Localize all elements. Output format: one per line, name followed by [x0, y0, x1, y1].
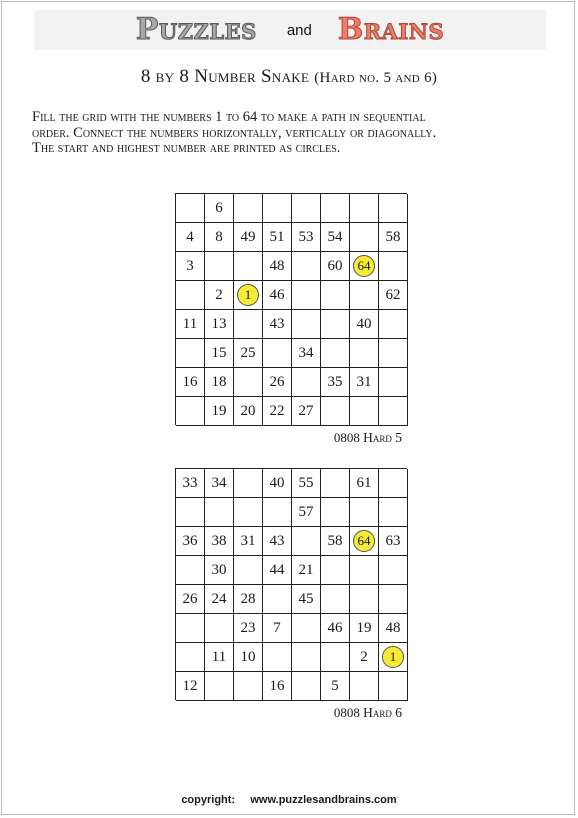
copyright-label: copyright: — [181, 794, 236, 806]
grid-cell[interactable]: 5 — [321, 672, 350, 701]
puzzle-code: 0808 — [333, 705, 360, 720]
grid-cell[interactable] — [379, 672, 408, 701]
grid-cell[interactable]: 18 — [205, 368, 234, 397]
grid-cell[interactable]: 2 — [205, 281, 234, 310]
puzzle-label-hard-6 — [290, 705, 402, 721]
instruction-line: order. Connect the numbers horizontally, vertically or diagonally. — [32, 124, 437, 141]
grid-cell[interactable] — [379, 368, 408, 397]
grid-cell[interactable] — [234, 252, 263, 281]
grid-cell[interactable]: 19 — [205, 397, 234, 426]
grid-cell[interactable] — [234, 310, 263, 339]
puzzle-code: 0808 — [333, 430, 360, 445]
grid-cell[interactable]: 62 — [379, 281, 408, 310]
logo-word-puzzles: Puzzles — [135, 12, 257, 47]
grid-cell[interactable]: 58 — [379, 223, 408, 252]
grid-cell[interactable] — [379, 498, 408, 527]
grid-cell[interactable] — [321, 281, 350, 310]
grid-cell[interactable] — [379, 397, 408, 426]
grid-cell[interactable]: 23 — [234, 614, 263, 643]
grid-cell[interactable]: 57 — [292, 498, 321, 527]
logo-word-brains: Brains — [337, 12, 445, 47]
grid-cell[interactable] — [321, 469, 350, 498]
grid-cell[interactable] — [263, 339, 292, 368]
grid-cell[interactable]: 26 — [263, 368, 292, 397]
grid-cell[interactable] — [205, 252, 234, 281]
grid-cell[interactable]: 34 — [205, 469, 234, 498]
grid-cell[interactable]: 4 — [176, 223, 205, 252]
grid-cell[interactable] — [292, 672, 321, 701]
grid-cell[interactable] — [350, 194, 379, 223]
grid-cell[interactable] — [234, 281, 263, 310]
grid-cell[interactable] — [234, 469, 263, 498]
grid-cell[interactable] — [379, 469, 408, 498]
grid-cell[interactable]: 8 — [205, 223, 234, 252]
grid-cell[interactable] — [205, 498, 234, 527]
site-logo-banner[interactable] — [34, 10, 546, 50]
grid-cell[interactable] — [292, 527, 321, 556]
grid-cell[interactable] — [263, 498, 292, 527]
grid-cell[interactable]: 48 — [263, 252, 292, 281]
grid-cell[interactable]: 6 — [205, 194, 234, 223]
grid-cell[interactable] — [321, 310, 350, 339]
logo-word-and: and — [286, 21, 312, 39]
grid-cell[interactable]: 21 — [292, 556, 321, 585]
grid-cell[interactable] — [176, 339, 205, 368]
grid-cell[interactable] — [263, 643, 292, 672]
grid-cell[interactable] — [350, 556, 379, 585]
grid-cell[interactable]: 2 — [350, 643, 379, 672]
grid-cell[interactable] — [176, 556, 205, 585]
grid-cell[interactable]: 12 — [176, 672, 205, 701]
puzzle-label-hard-5 — [290, 430, 402, 446]
grid-cell[interactable]: 61 — [350, 469, 379, 498]
grid-cell[interactable]: 7 — [263, 614, 292, 643]
page-title-main: 8 by 8 Number Snake — [140, 66, 310, 87]
grid-cell[interactable]: 30 — [205, 556, 234, 585]
grid-cell[interactable] — [379, 194, 408, 223]
grid-cell[interactable] — [321, 339, 350, 368]
grid-cell[interactable]: 45 — [292, 585, 321, 614]
grid-cell[interactable] — [292, 614, 321, 643]
grid-cell[interactable]: 19 — [350, 614, 379, 643]
grid-cell[interactable] — [321, 194, 350, 223]
grid-cell[interactable]: 55 — [292, 469, 321, 498]
grid-cell[interactable]: 46 — [263, 281, 292, 310]
instruction-line: The start and highest number are printed as circles. — [32, 140, 341, 156]
circled-number: 64 — [353, 255, 375, 277]
grid-cell[interactable] — [379, 339, 408, 368]
grid-cell[interactable]: 16 — [263, 672, 292, 701]
grid-cell[interactable]: 15 — [205, 339, 234, 368]
grid-cell[interactable] — [292, 194, 321, 223]
grid-cell[interactable]: 36 — [176, 527, 205, 556]
grid-cell[interactable]: 63 — [379, 527, 408, 556]
grid-cell[interactable] — [321, 643, 350, 672]
grid-cell[interactable] — [321, 585, 350, 614]
grid-cell[interactable] — [321, 397, 350, 426]
grid-cell[interactable]: 11 — [176, 310, 205, 339]
grid-cell[interactable] — [350, 585, 379, 614]
instruction-line: Fill the grid with the numbers 1 to 64 to make a path in sequential — [32, 109, 426, 125]
grid-cell[interactable] — [176, 498, 205, 527]
grid-cell[interactable]: 38 — [205, 527, 234, 556]
grid-cell[interactable] — [176, 643, 205, 672]
grid-cell[interactable]: 27 — [292, 397, 321, 426]
grid-cell[interactable]: 51 — [263, 223, 292, 252]
grid-cell[interactable]: 43 — [263, 527, 292, 556]
grid-cell[interactable] — [234, 498, 263, 527]
grid-cell[interactable]: 53 — [292, 223, 321, 252]
grid-cell[interactable] — [176, 397, 205, 426]
grid-cell[interactable] — [379, 643, 408, 672]
grid-cell[interactable]: 58 — [321, 527, 350, 556]
grid-cell[interactable]: 26 — [176, 585, 205, 614]
grid-cell[interactable]: 10 — [234, 643, 263, 672]
grid-cell[interactable] — [205, 614, 234, 643]
grid-cell[interactable] — [234, 556, 263, 585]
website-link[interactable]: www.puzzlesandbrains.com — [250, 794, 397, 806]
grid-cell[interactable]: 43 — [263, 310, 292, 339]
grid-cell[interactable] — [350, 281, 379, 310]
grid-cell[interactable] — [176, 281, 205, 310]
grid-cell[interactable] — [234, 368, 263, 397]
grid-cell[interactable]: 49 — [234, 223, 263, 252]
grid-cell[interactable]: 20 — [234, 397, 263, 426]
page-title-sub: (Hard no. 5 and 6) — [314, 70, 438, 86]
grid-cell[interactable]: 31 — [234, 527, 263, 556]
grid-cell[interactable]: 54 — [321, 223, 350, 252]
grid-cell[interactable]: 60 — [321, 252, 350, 281]
grid-cell[interactable]: 31 — [350, 368, 379, 397]
grid-cell[interactable]: 40 — [350, 310, 379, 339]
grid-cell[interactable]: 44 — [263, 556, 292, 585]
grid-cell[interactable]: 25 — [234, 339, 263, 368]
grid-cell[interactable]: 11 — [205, 643, 234, 672]
grid-cell[interactable] — [350, 397, 379, 426]
grid-cell[interactable] — [263, 194, 292, 223]
puzzle-grid-hard-5 — [175, 193, 407, 425]
grid-cell[interactable] — [350, 223, 379, 252]
grid-cell[interactable] — [321, 556, 350, 585]
grid-cell[interactable] — [234, 194, 263, 223]
footer-copyright — [0, 794, 578, 806]
grid-cell[interactable] — [350, 672, 379, 701]
grid-cell[interactable]: 24 — [205, 585, 234, 614]
grid-cell[interactable]: 40 — [263, 469, 292, 498]
grid-cell[interactable]: 28 — [234, 585, 263, 614]
circled-number: 1 — [382, 646, 404, 668]
grid-cell[interactable] — [263, 585, 292, 614]
grid-cell[interactable] — [292, 643, 321, 672]
instructions — [32, 110, 552, 157]
grid-cell[interactable]: 3 — [176, 252, 205, 281]
grid-cell[interactable] — [234, 672, 263, 701]
grid-cell[interactable] — [350, 527, 379, 556]
puzzle-level: Hard 6 — [363, 705, 402, 720]
grid-cell[interactable] — [379, 310, 408, 339]
grid-cell[interactable] — [350, 339, 379, 368]
grid-cell[interactable] — [292, 310, 321, 339]
grid-cell[interactable] — [379, 585, 408, 614]
grid-cell[interactable]: 22 — [263, 397, 292, 426]
grid-cell[interactable] — [292, 281, 321, 310]
grid-cell[interactable] — [379, 252, 408, 281]
grid-cell[interactable]: 46 — [321, 614, 350, 643]
grid-cell[interactable]: 13 — [205, 310, 234, 339]
grid-cell[interactable]: 48 — [379, 614, 408, 643]
grid-cell[interactable] — [176, 614, 205, 643]
circled-number: 1 — [237, 284, 259, 306]
page-title — [0, 66, 578, 88]
grid-cell[interactable] — [292, 252, 321, 281]
grid-cell[interactable]: 34 — [292, 339, 321, 368]
grid-cell[interactable] — [176, 194, 205, 223]
grid-cell[interactable] — [205, 672, 234, 701]
grid-cell[interactable] — [350, 252, 379, 281]
grid-cell[interactable]: 33 — [176, 469, 205, 498]
circled-number: 64 — [353, 530, 375, 552]
puzzle-level: Hard 5 — [363, 430, 402, 445]
grid-cell[interactable] — [350, 498, 379, 527]
grid-cell[interactable]: 16 — [176, 368, 205, 397]
puzzle-grid-hard-6 — [175, 468, 407, 700]
grid-cell[interactable] — [321, 498, 350, 527]
grid-cell[interactable]: 35 — [321, 368, 350, 397]
grid-cell[interactable] — [379, 556, 408, 585]
grid-cell[interactable] — [292, 368, 321, 397]
